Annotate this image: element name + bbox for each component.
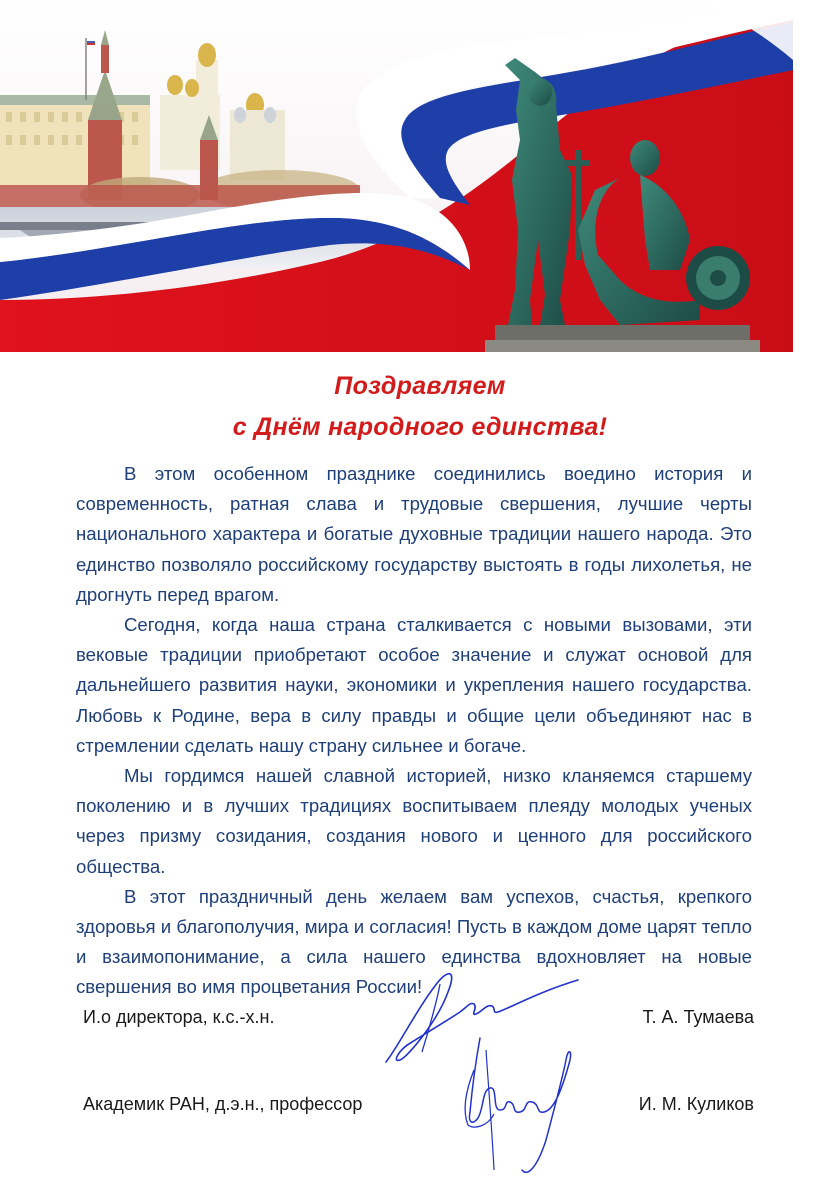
letter-body (76, 459, 752, 1003)
paragraph-3: Мы гордимся нашей славной историей, низко кланяемся старшему поколению и в лучших традициях воспитываем плеяду молодых ученых через призму созидания, создания нового и ценного для российского общества. (76, 765, 752, 877)
signatory-1-name: Т. А. Тумаева (642, 1007, 754, 1027)
header-banner (0, 0, 793, 352)
greeting-title-line-2: с Днём народного единства! (232, 413, 608, 441)
paragraph-1: В этом особенном празднике соединились воедино история и современность, ратная слава и трудовые свершения, лучшие черты национального характера и богатые духовные традиции нашего народа. Это единство позволяло российскому государству выстоять в годы лихолетья, не дрогнуть перед врагом. (76, 463, 752, 605)
paragraph-4: В этот праздничный день желаем вам успехов, счастья, крепкого здоровья и благополучия, мира и согласия! Пусть в каждом доме царят тепло и взаимопонимание, а сила нашего единства вдохновляет на новые свершения во имя процветания России! (76, 885, 752, 998)
signatory-2-name: И. М. Куликов (638, 1094, 754, 1114)
signature-2-icon (458, 1030, 588, 1180)
banner-illustration (0, 0, 793, 352)
greeting-title-line-1: Поздравляем (334, 372, 506, 400)
signatory-1-role: И.о директора, к.с.-х.н. (83, 1007, 275, 1027)
paragraph-2: Сегодня, когда наша страна сталкивается с новыми вызовами, эти вековые традиции приобретают особое значение и служат основой для дальнейшего развития науки, экономики и укрепления нашего государства. Любовь к Родине, вера в силу правды и общие цели объединяют нас в стремлении сделать нашу страну сильнее и богаче. (76, 614, 752, 756)
signatory-2-role: Академик РАН, д.э.н., профессор (83, 1094, 363, 1114)
